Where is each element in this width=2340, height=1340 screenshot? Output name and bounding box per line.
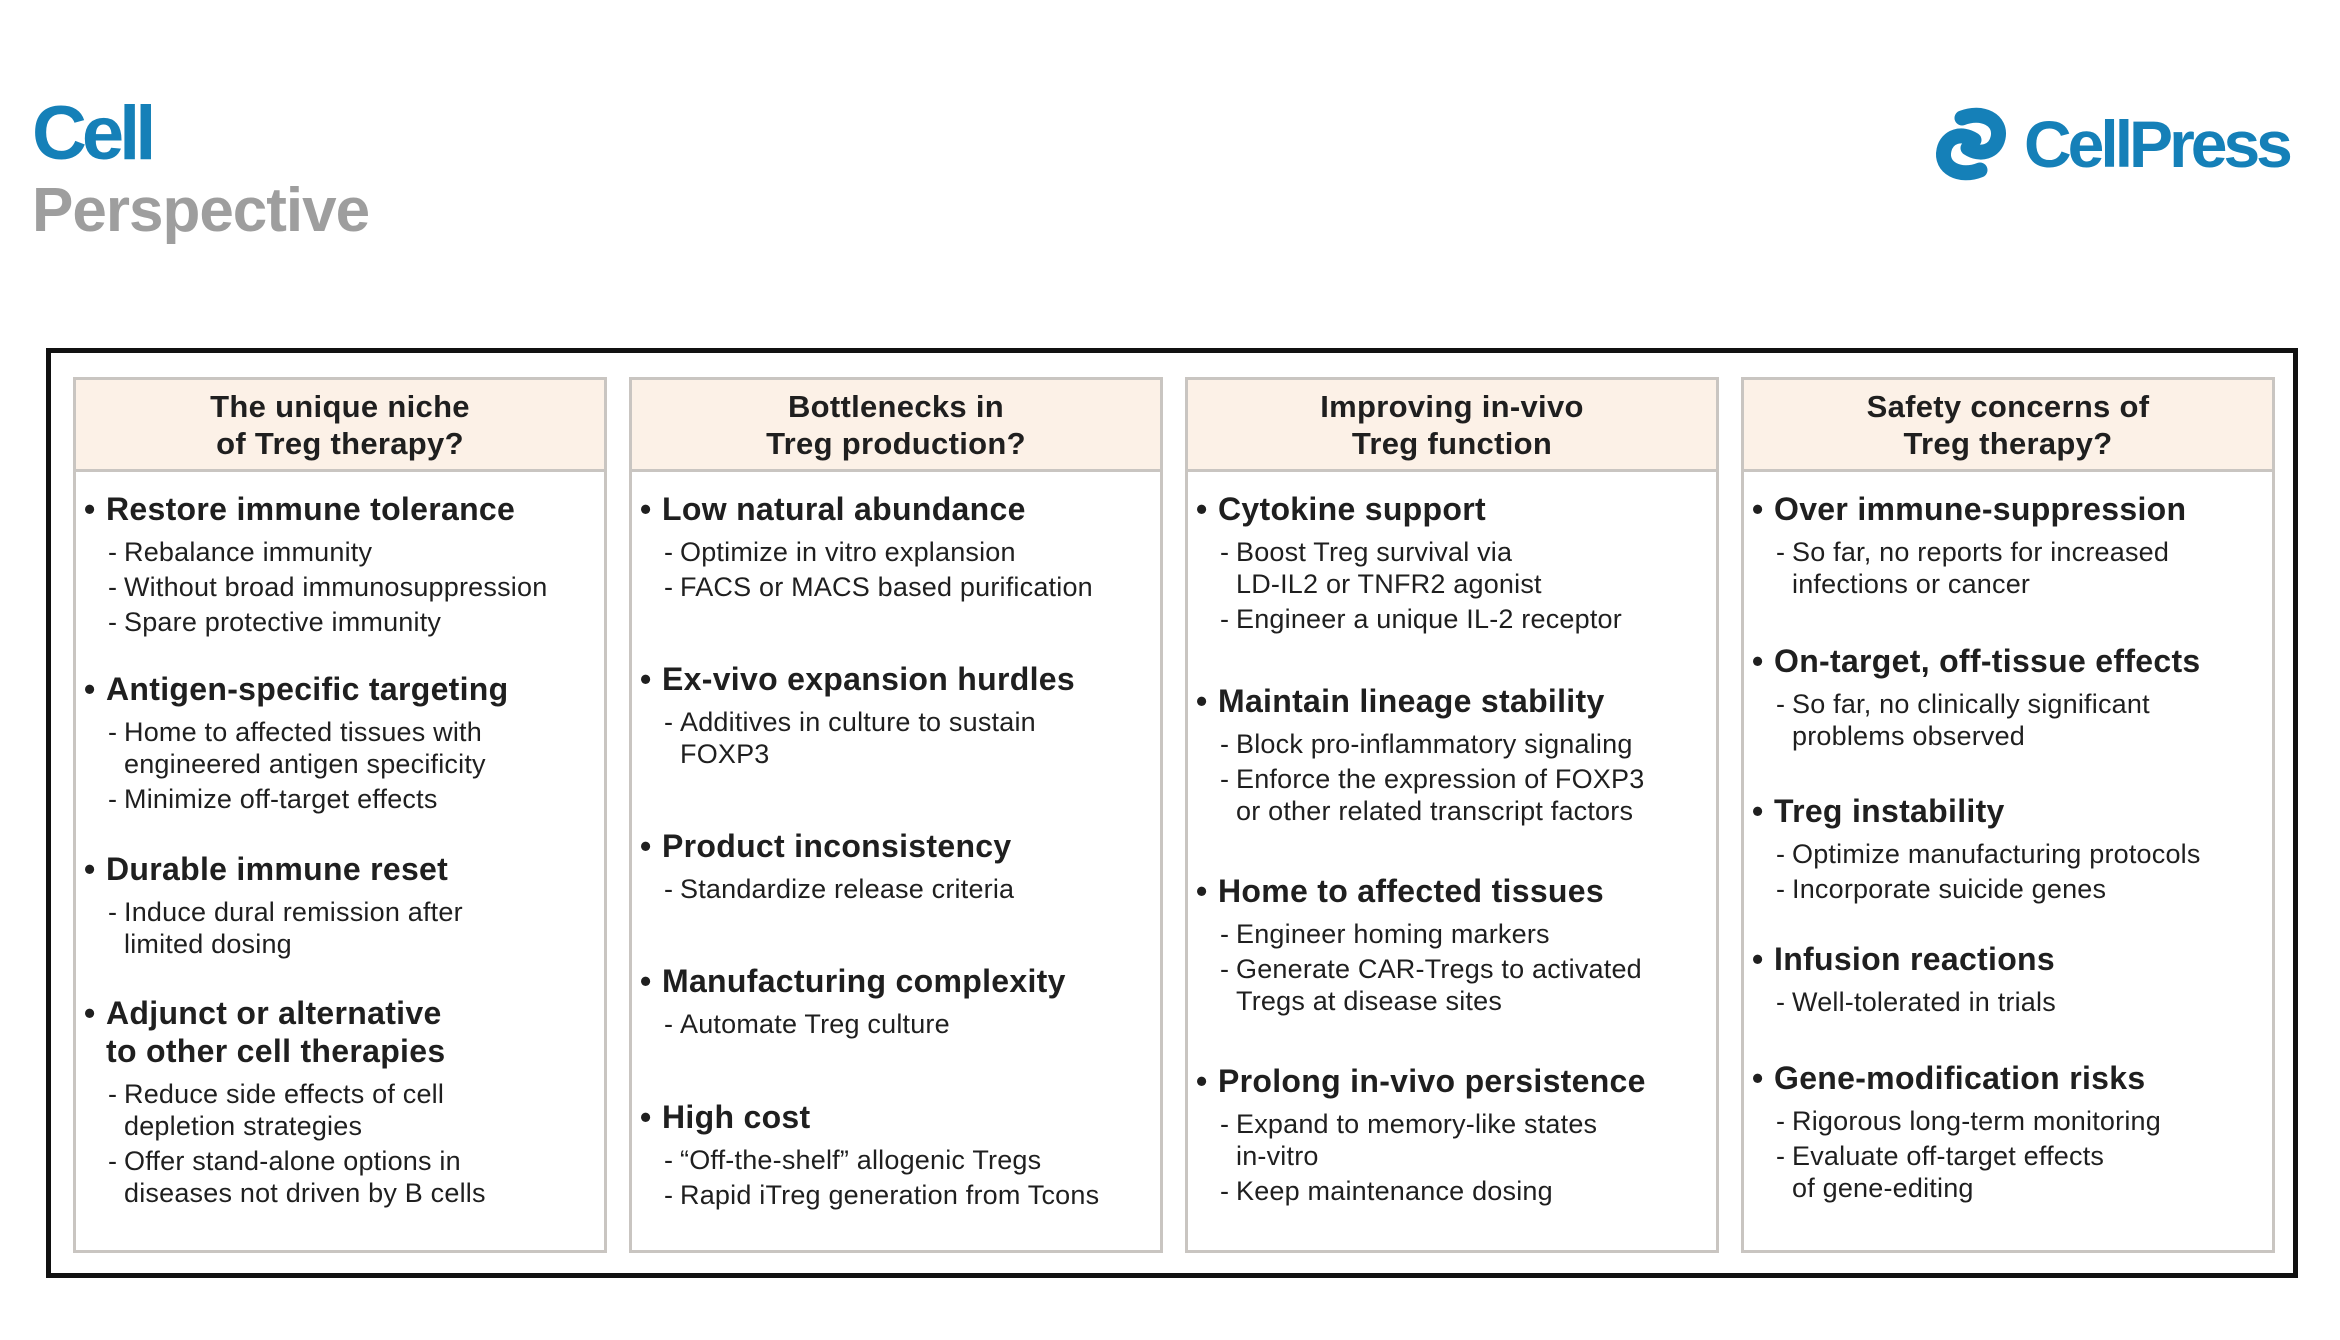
column-header [632,380,1160,472]
sub-list [640,706,1154,770]
bullet-icon: • [84,671,96,707]
dash-icon: - [1220,729,1230,759]
sub-item [1776,1140,2266,1204]
column-header [1188,380,1716,472]
item-title: On-target, off-tissue effects [1774,643,2201,679]
column-title: The unique niche of Treg therapy? [210,388,470,461]
dash-icon: - [108,607,118,637]
item-heading [1752,940,2266,978]
item-heading [640,827,1154,865]
bullet-icon: • [1752,1060,1764,1096]
column-title: Bottlenecks in Treg production? [766,388,1026,461]
sub-item-text: Block pro-inflammatory signaling [1236,729,1633,759]
item-title: Over immune-suppression [1774,491,2187,527]
column-in-vivo-function [1185,377,1719,1253]
sub-item [1220,1108,1710,1172]
sub-item-text: Optimize in vitro explansion [680,537,1016,567]
dash-icon: - [664,1009,674,1039]
sub-item [1220,603,1710,635]
bullet-icon: • [640,963,652,999]
list-item [640,962,1154,1043]
list-item [1752,642,2266,755]
cellpress-logo-icon [1932,104,2010,184]
sub-list [1752,688,2266,752]
sub-item [108,536,598,568]
bullet-icon: • [84,995,96,1031]
dash-icon: - [108,897,118,927]
sub-item-text: Optimize manufacturing protocols [1792,839,2201,869]
item-heading [84,490,598,528]
dash-icon: - [664,874,674,904]
sub-item [108,606,598,638]
sub-item [108,1078,598,1142]
list-item [1752,490,2266,603]
sub-list [1752,536,2266,600]
bullet-icon: • [1196,873,1208,909]
list-item [1752,792,2266,908]
sub-item-text: FACS or MACS based purification [680,572,1093,602]
sub-item-text: Automate Treg culture [680,1009,950,1039]
sub-item [664,536,1154,568]
sub-item [1220,763,1710,827]
item-title: Manufacturing complexity [662,963,1066,999]
sub-item-text: Standardize release criteria [680,874,1015,904]
sub-item [1220,918,1710,950]
list-item [1196,682,1710,830]
sub-item [108,896,598,960]
list-item [1752,940,2266,1021]
item-heading [1196,1062,1710,1100]
publisher-name: CellPress [2024,107,2289,181]
list-item [640,827,1154,908]
item-title: Product inconsistency [662,828,1012,864]
item-title: Low natural abundance [662,491,1026,527]
item-title: High cost [662,1099,811,1135]
sub-list [640,1008,1154,1040]
sub-list [1196,918,1710,1017]
item-heading [1752,642,2266,680]
dash-icon: - [1776,689,1786,719]
sub-item [664,873,1154,905]
dash-icon: - [1776,1106,1786,1136]
sub-item [1776,838,2266,870]
sub-item-text: Enforce the expression of FOXP3 or other related transcript factors [1236,764,1645,826]
dash-icon: - [1220,604,1230,634]
dash-icon: - [664,707,674,737]
dash-icon: - [1776,874,1786,904]
sub-item-text: Offer stand-alone options in diseases not driven by B cells [124,1146,486,1208]
sub-item [1776,873,2266,905]
item-heading [1196,872,1710,910]
item-heading [84,994,598,1070]
sub-item [1776,986,2266,1018]
item-title: Home to affected tissues [1218,873,1604,909]
sub-item-text: Home to affected tissues with engineered antigen specificity [124,717,486,779]
list-item [84,490,598,641]
sub-list [640,873,1154,905]
sub-item-text: “Off-the-shelf” allogenic Tregs [680,1145,1042,1175]
dash-icon: - [108,1146,118,1176]
item-heading [1752,792,2266,830]
sub-list [84,716,598,815]
bullet-icon: • [84,851,96,887]
dash-icon: - [108,537,118,567]
sub-item [1220,536,1710,600]
bullet-icon: • [1196,1063,1208,1099]
item-heading [640,962,1154,1000]
sub-item-text: Without broad immunosuppression [124,572,548,602]
item-title: Gene-modification risks [1774,1060,2146,1096]
sub-list [1752,838,2266,905]
sub-item-text: Reduce side effects of cell depletion strategies [124,1079,445,1141]
item-title: Ex-vivo expansion hurdles [662,661,1075,697]
item-title: Antigen-specific targeting [106,671,509,707]
sub-item [1220,953,1710,1017]
sub-list [1196,728,1710,827]
column-title: Safety concerns of Treg therapy? [1866,388,2150,461]
dash-icon: - [1220,954,1230,984]
dash-icon: - [1220,1109,1230,1139]
sub-item-text: Minimize off-target effects [124,784,438,814]
sub-item [664,1008,1154,1040]
bullet-icon: • [1752,491,1764,527]
item-title: Durable immune reset [106,851,449,887]
bullet-icon: • [1196,491,1208,527]
sub-item-text: Rigorous long-term monitoring [1792,1106,2161,1136]
sub-item [108,1145,598,1209]
dash-icon: - [1776,987,1786,1017]
sub-item-text: Generate CAR-Tregs to activated Tregs at disease sites [1236,954,1642,1016]
sub-item-text: Induce dural remission after limited dosing [124,897,463,959]
sub-item [1776,688,2266,752]
item-heading [1752,490,2266,528]
bullet-icon: • [1196,683,1208,719]
sub-list [84,896,598,960]
item-title: Maintain lineage stability [1218,683,1605,719]
article-type: Perspective [32,176,370,245]
dash-icon: - [1220,764,1230,794]
dash-icon: - [108,717,118,747]
list-item [1752,1059,2266,1207]
dash-icon: - [1220,919,1230,949]
sub-list [1752,1105,2266,1204]
sub-item [664,571,1154,603]
sub-item [664,1144,1154,1176]
sub-item-text: Expand to memory-like states in-vitro [1236,1109,1598,1171]
item-heading [640,490,1154,528]
dash-icon: - [108,1079,118,1109]
sub-item [1776,536,2266,600]
bullet-icon: • [1752,941,1764,977]
dash-icon: - [664,572,674,602]
bullet-icon: • [640,828,652,864]
bullet-icon: • [640,661,652,697]
sub-item-text: Engineer homing markers [1236,919,1550,949]
sub-item-text: Incorporate suicide genes [1792,874,2107,904]
bullet-icon: • [640,491,652,527]
sub-item [108,571,598,603]
sub-item [108,783,598,815]
item-heading [1752,1059,2266,1097]
item-title: Treg instability [1774,793,2005,829]
list-item [84,994,598,1212]
figure-frame [46,348,2298,1278]
sub-item-text: Rapid iTreg generation from Tcons [680,1180,1100,1210]
sub-list [1196,1108,1710,1207]
column-bottlenecks [629,377,1163,1253]
list-item [640,490,1154,606]
item-title: Adjunct or alternative to other cell therapies [106,995,446,1069]
publisher-logo [1932,104,2289,184]
sub-item-text: Evaluate off-target effects of gene-editing [1792,1141,2105,1203]
sub-item [1220,1175,1710,1207]
item-heading [1196,490,1710,528]
list-item [1196,490,1710,638]
item-title: Cytokine support [1218,491,1486,527]
dash-icon: - [1776,839,1786,869]
dash-icon: - [108,784,118,814]
list-item [84,850,598,963]
sub-list [640,1144,1154,1211]
list-item [1196,872,1710,1020]
item-title: Restore immune tolerance [106,491,516,527]
list-item [84,670,598,818]
sub-item [108,716,598,780]
sub-item-text: Boost Treg survival via LD-IL2 or TNFR2 agonist [1236,537,1542,599]
dash-icon: - [664,1180,674,1210]
column-header [1744,380,2272,472]
item-title: Infusion reactions [1774,941,2055,977]
bullet-icon: • [1752,643,1764,679]
sub-item-text: Rebalance immunity [124,537,373,567]
sub-list [1752,986,2266,1018]
dash-icon: - [1776,1141,1786,1171]
sub-item-text: Engineer a unique IL-2 receptor [1236,604,1622,634]
column-title: Improving in-vivo Treg function [1320,388,1584,461]
bullet-icon: • [640,1099,652,1135]
column-header [76,380,604,472]
dash-icon: - [1776,537,1786,567]
dash-icon: - [108,572,118,602]
column-treg-niche [73,377,607,1253]
item-heading [84,850,598,888]
bullet-icon: • [1752,793,1764,829]
sub-item [664,1179,1154,1211]
item-title: Prolong in-vivo persistence [1218,1063,1646,1099]
item-heading [1196,682,1710,720]
dash-icon: - [1220,1176,1230,1206]
bullet-icon: • [84,491,96,527]
dash-icon: - [664,537,674,567]
list-item [1196,1062,1710,1210]
dash-icon: - [1220,537,1230,567]
sub-item-text: So far, no reports for increased infections or cancer [1792,537,2170,599]
sub-item [1220,728,1710,760]
journal-name: Cell [32,91,152,176]
sub-item [664,706,1154,770]
sub-item [1776,1105,2266,1137]
list-item [640,660,1154,773]
sub-item-text: Additives in culture to sustain FOXP3 [680,707,1036,769]
sub-item-text: Keep maintenance dosing [1236,1176,1553,1206]
column-safety-concerns [1741,377,2275,1253]
sub-item-text: Well-tolerated in trials [1792,987,2056,1017]
sub-list [84,536,598,638]
sub-item-text: So far, no clinically significant problems observed [1792,689,2150,751]
sub-list [84,1078,598,1209]
sub-list [640,536,1154,603]
item-heading [640,660,1154,698]
list-item [640,1098,1154,1214]
sub-item-text: Spare protective immunity [124,607,442,637]
item-heading [84,670,598,708]
sub-list [1196,536,1710,635]
dash-icon: - [664,1145,674,1175]
item-heading [640,1098,1154,1136]
